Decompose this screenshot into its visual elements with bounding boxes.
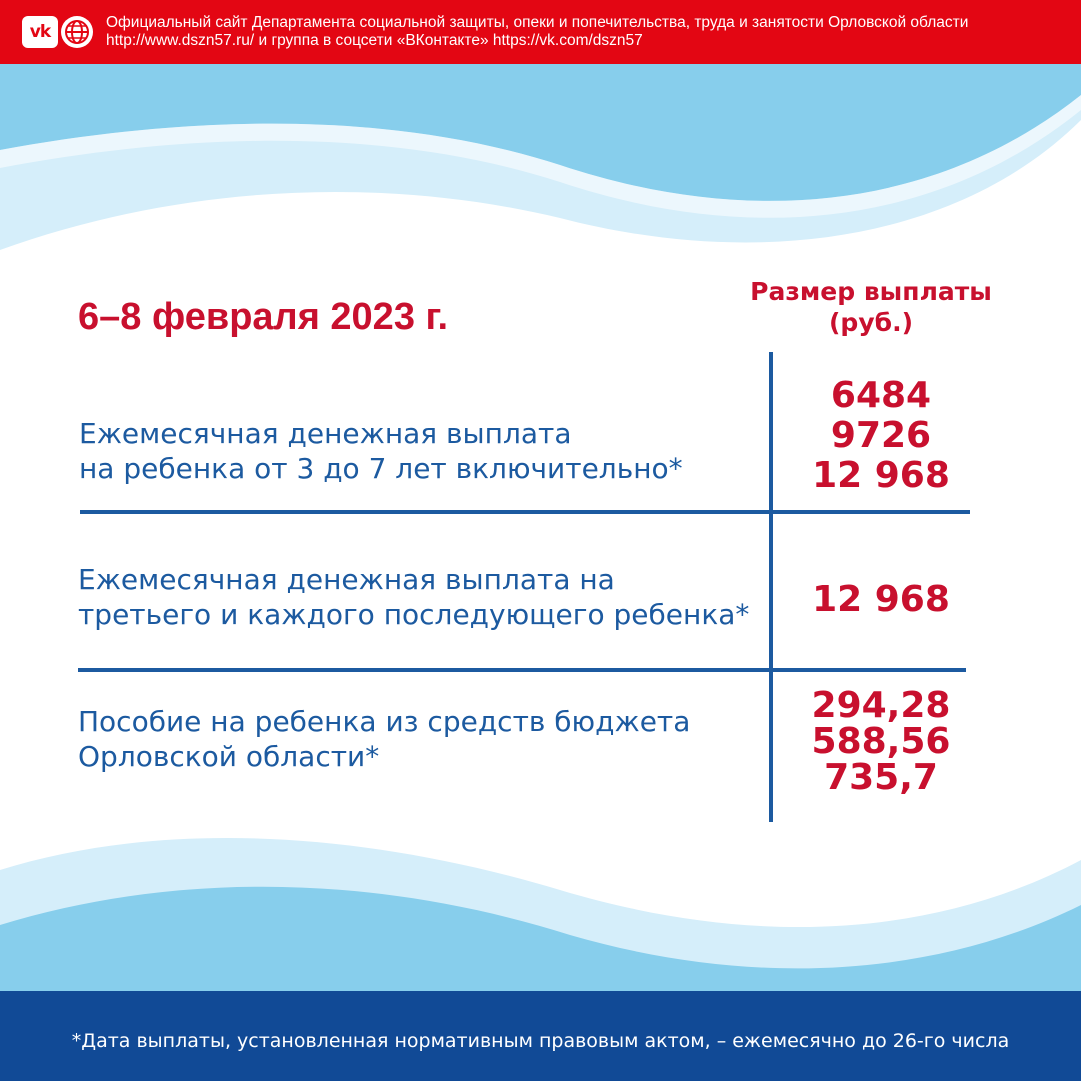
row-3-label [78, 704, 690, 774]
row-1-label-line-1: Ежемесячная денежная выплата [79, 417, 572, 450]
column-header [740, 276, 1002, 338]
globe-icon[interactable] [60, 15, 94, 49]
row-1-values [790, 376, 972, 496]
footnote: *Дата выплаты, установленная нормативным правовым актом, – ежемесячно до 26-го числа [71, 1030, 1010, 1052]
row-1-value-3: 12 968 [812, 455, 950, 496]
header-line-1: Официальный сайт Департамента социальной защиты, опеки и попечительства, труда и занятости Орловской области [106, 14, 969, 31]
row-2-values [790, 580, 972, 620]
row-3-value-2: 588,56 [811, 721, 951, 762]
row-1-label [79, 416, 683, 486]
table-vertical-divider [769, 352, 773, 822]
table-row-divider-2 [78, 668, 966, 672]
row-1-value-2: 9726 [830, 415, 932, 456]
row-3-label-line-2: Орловской области* [78, 740, 380, 773]
row-1-label-line-2: на ребенка от 3 до 7 лет включительно* [79, 452, 683, 485]
row-3-value-3: 735,7 [824, 757, 938, 798]
page-title: 6–8 февраля 2023 г. [78, 296, 449, 338]
row-3-label-line-1: Пособие на ребенка из средств бюджета [78, 705, 691, 738]
table-row-divider-1 [80, 510, 970, 514]
header-line-2[interactable]: http://www.dszn57.ru/ и группа в соцсети «ВКонтакте» https://vk.com/dszn57 [106, 32, 643, 49]
header-text [106, 14, 968, 50]
column-header-line-2: (руб.) [829, 308, 913, 337]
vk-logo-icon[interactable] [22, 16, 58, 48]
row-3-value-1: 294,28 [811, 685, 951, 726]
vk-logo-text: vk [29, 22, 51, 42]
column-header-line-1: Размер выплаты [750, 277, 992, 306]
row-2-label [78, 562, 749, 632]
row-2-label-line-1: Ежемесячная денежная выплата на [78, 563, 615, 596]
row-2-value-1: 12 968 [812, 579, 950, 620]
row-2-label-line-2: третьего и каждого последующего ребенка* [78, 598, 750, 631]
row-3-values [790, 685, 972, 798]
row-1-value-1: 6484 [830, 375, 932, 416]
